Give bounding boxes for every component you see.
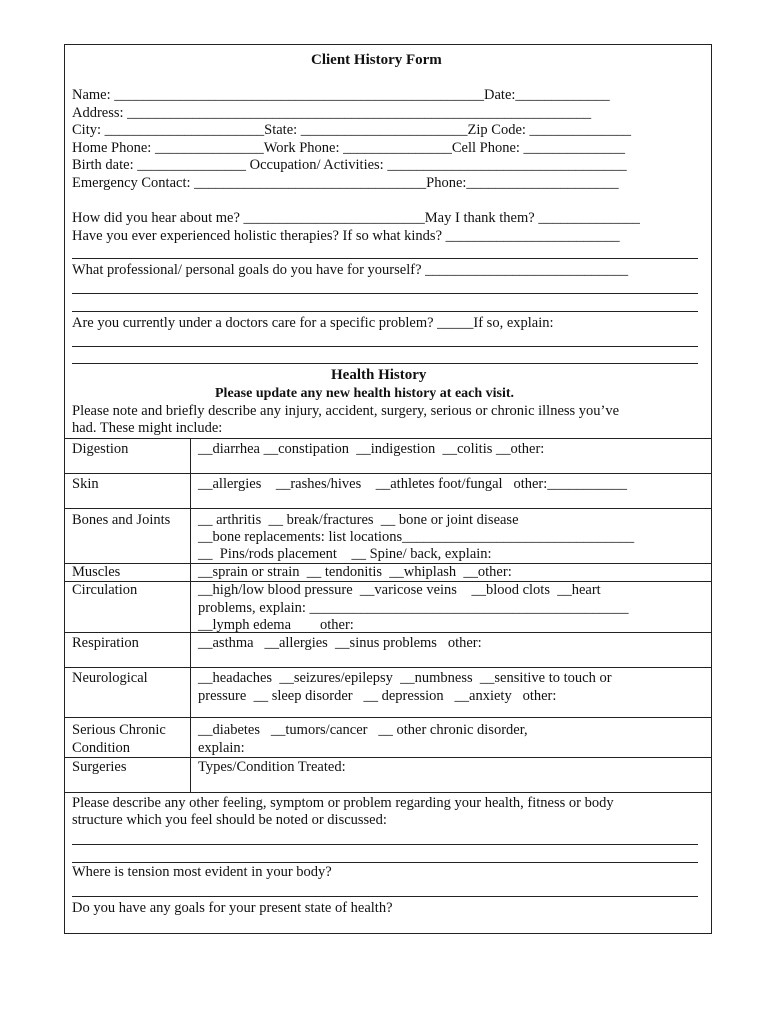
row-label-neurological: Neurological [72,670,148,686]
doctor-care-question[interactable]: Are you currently under a doctors care for a specific problem? _____If so, explain: [72,315,554,331]
answer-line[interactable] [72,896,698,897]
row-label-chronic-2: Condition [72,740,131,756]
health-goals-question: Do you have any goals for your present state of health? [72,900,393,916]
answer-line[interactable] [72,293,698,294]
bones-options-1[interactable]: __ arthritis __ break/fractures __ bone or joint disease [198,512,519,528]
neurological-options-2[interactable]: pressure __ sleep disorder __ depression __anxiety other: [198,688,557,704]
health-intro-line-1: Please note and briefly describe any injury, accident, surgery, serious or chronic illness you’ve [72,403,620,419]
table-border [64,792,712,793]
health-intro-line-2: had. These might include: [72,420,223,436]
circulation-options-2[interactable]: problems, explain: ____________________________________________ [198,600,629,616]
chronic-options-1[interactable]: __diabetes __tumors/cancer __ other chronic disorder, [198,722,528,738]
row-label-respiration: Respiration [72,635,139,651]
respiration-options[interactable]: __asthma __allergies __sinus problems other: [198,635,482,651]
answer-line[interactable] [72,346,698,347]
form-title: Client History Form [311,52,442,68]
circulation-options-1[interactable]: __high/low blood pressure __varicose veins __blood clots __heart [198,582,601,598]
muscles-options[interactable]: __sprain or strain __ tendonitis __whiplash __other: [198,564,512,580]
row-label-bones: Bones and Joints [72,512,171,528]
table-row-divider [64,632,712,633]
phones-field[interactable]: Home Phone: _______________Work Phone: _______________Cell Phone: ______________ [72,140,626,156]
row-label-muscles: Muscles [72,564,121,580]
neurological-options-1[interactable]: __headaches __seizures/epilepsy __numbness __sensitive to touch or [198,670,612,686]
answer-line[interactable] [72,862,698,863]
row-label-digestion: Digestion [72,441,129,457]
city-state-zip-field[interactable]: City: ______________________State: _______________________Zip Code: ______________ [72,122,632,138]
referral-question[interactable]: How did you hear about me? _________________________May I thank them? ______________ [72,210,640,226]
row-label-chronic-1: Serious Chronic [72,722,166,738]
birth-occupation-field[interactable]: Birth date: _______________ Occupation/ Activities: _________________________________ [72,157,627,173]
bones-options-2[interactable]: __bone replacements: list locations________________________________ [198,529,635,545]
digestion-options[interactable]: __diarrhea __constipation __indigestion __colitis __other: [198,441,545,457]
surgeries-field[interactable]: Types/Condition Treated: [198,759,346,775]
table-row-divider [64,473,712,474]
other-question-line-1: Please describe any other feeling, symptom or problem regarding your health, fitness or body [72,795,614,811]
name-date-field[interactable]: Name: ___________________________________________________Date:_____________ [72,87,610,103]
answer-line[interactable] [72,844,698,845]
other-question-line-2: structure which you feel should be noted or discussed: [72,812,387,828]
table-border [64,438,712,439]
bones-options-3[interactable]: __ Pins/rods placement __ Spine/ back, explain: [198,546,492,562]
table-row-divider [64,717,712,718]
emergency-contact-field[interactable]: Emergency Contact: ________________________________Phone:_____________________ [72,175,619,191]
address-field[interactable]: Address: ________________________________________________________________ [72,105,592,121]
row-label-surgeries: Surgeries [72,759,127,775]
holistic-question[interactable]: Have you ever experienced holistic therapies? If so what kinds? ________________________ [72,228,620,244]
row-label-skin: Skin [72,476,99,492]
chronic-options-2[interactable]: explain: [198,740,245,756]
health-history-subheading: Please update any new health history at each visit. [215,386,515,401]
health-history-heading: Health History [331,367,427,383]
goals-question[interactable]: What professional/ personal goals do you have for yourself? ____________________________ [72,262,629,278]
table-row-divider [64,508,712,509]
tension-question: Where is tension most evident in your body? [72,864,332,880]
answer-line[interactable] [72,311,698,312]
answer-line[interactable] [72,258,698,259]
table-row-divider [64,667,712,668]
skin-options[interactable]: __allergies __rashes/hives __athletes foot/fungal other:___________ [198,476,628,492]
row-label-circulation: Circulation [72,582,138,598]
answer-line[interactable] [72,363,698,364]
table-row-divider [64,757,712,758]
circulation-options-3[interactable]: __lymph edema other: [198,617,354,633]
table-column-divider [190,438,191,792]
